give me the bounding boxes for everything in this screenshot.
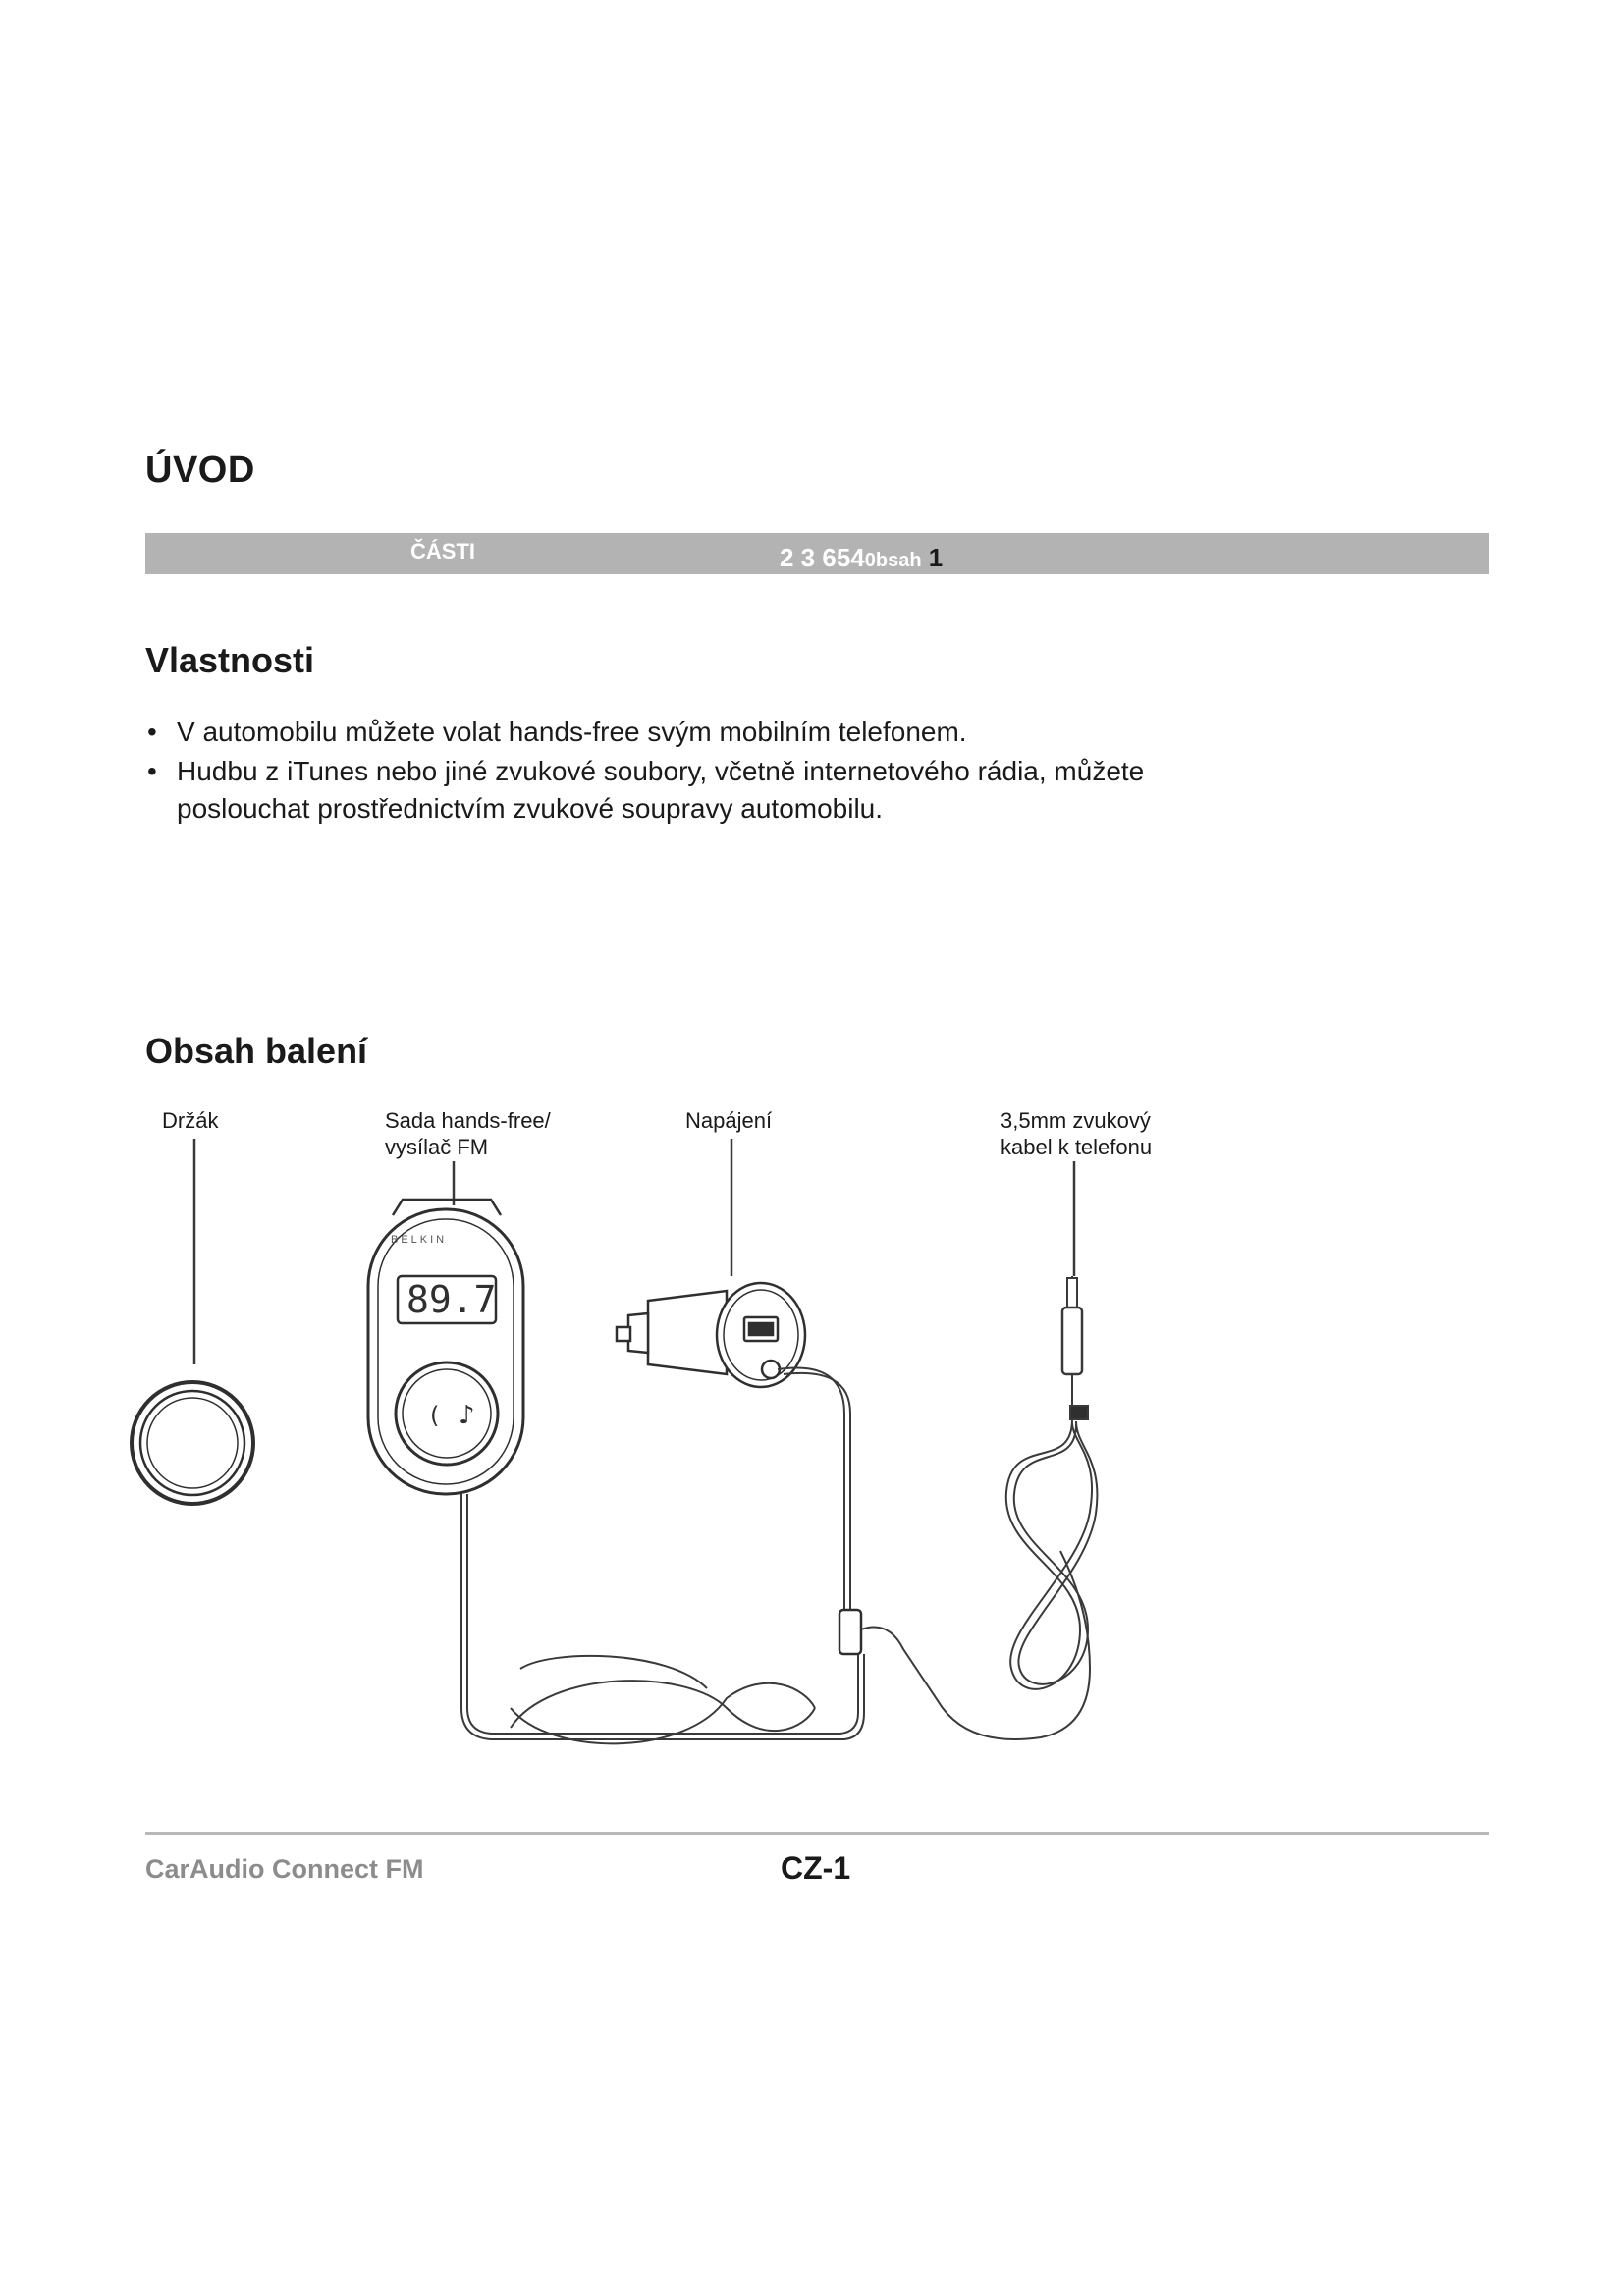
- power-cable: [778, 1367, 844, 1610]
- nav-current-page: 1: [928, 543, 944, 572]
- label-cable-line1: 3,5mm zvukový: [1001, 1108, 1151, 1133]
- cable-junction: [839, 1610, 861, 1654]
- feature-item: • V automobilu můžete volat hands-free svým mobilním telefonem.: [145, 714, 1324, 751]
- label-kit-line2: vysílač FM: [385, 1135, 489, 1159]
- section-title: ÚVOD: [145, 450, 255, 491]
- features-heading: Vlastnosti: [145, 640, 315, 680]
- phone-music-icon: ♪: [459, 1401, 475, 1430]
- device-brand: BELKIN: [391, 1234, 448, 1246]
- label-kit-line1: Sada hands-free/: [385, 1108, 551, 1133]
- device-cable: [461, 1494, 864, 1739]
- call-icon: (: [430, 1402, 440, 1429]
- nav-section-label: ČÁSTI: [410, 539, 475, 563]
- car-power-adapter-icon: [617, 1283, 805, 1387]
- audio-cable-icon: [1006, 1276, 1098, 1689]
- footer-divider: [145, 1832, 1489, 1835]
- label-holder: Držák: [162, 1108, 219, 1133]
- holder-ring-icon: [132, 1382, 253, 1504]
- device-display: 89.7: [406, 1278, 497, 1321]
- contents-heading: Obsah balení: [145, 1031, 368, 1071]
- footer-product-name: CarAudio Connect FM: [145, 1854, 424, 1884]
- nav-pages-contents[interactable]: 0bsah: [864, 550, 922, 571]
- label-cable-line2: kabel k telefonu: [1001, 1135, 1153, 1159]
- nav-pages-prefix[interactable]: 2 3 654: [780, 543, 865, 572]
- footer-page-number: CZ-1: [781, 1850, 851, 1886]
- feature-item: • Hudbu z iTunes nebo jiné zvukové soubory, včetně internetového rádia, můžete poslouchat prostřednictvím zvukové soupravy automobilu.: [145, 753, 1276, 828]
- label-power: Napájení: [685, 1108, 773, 1133]
